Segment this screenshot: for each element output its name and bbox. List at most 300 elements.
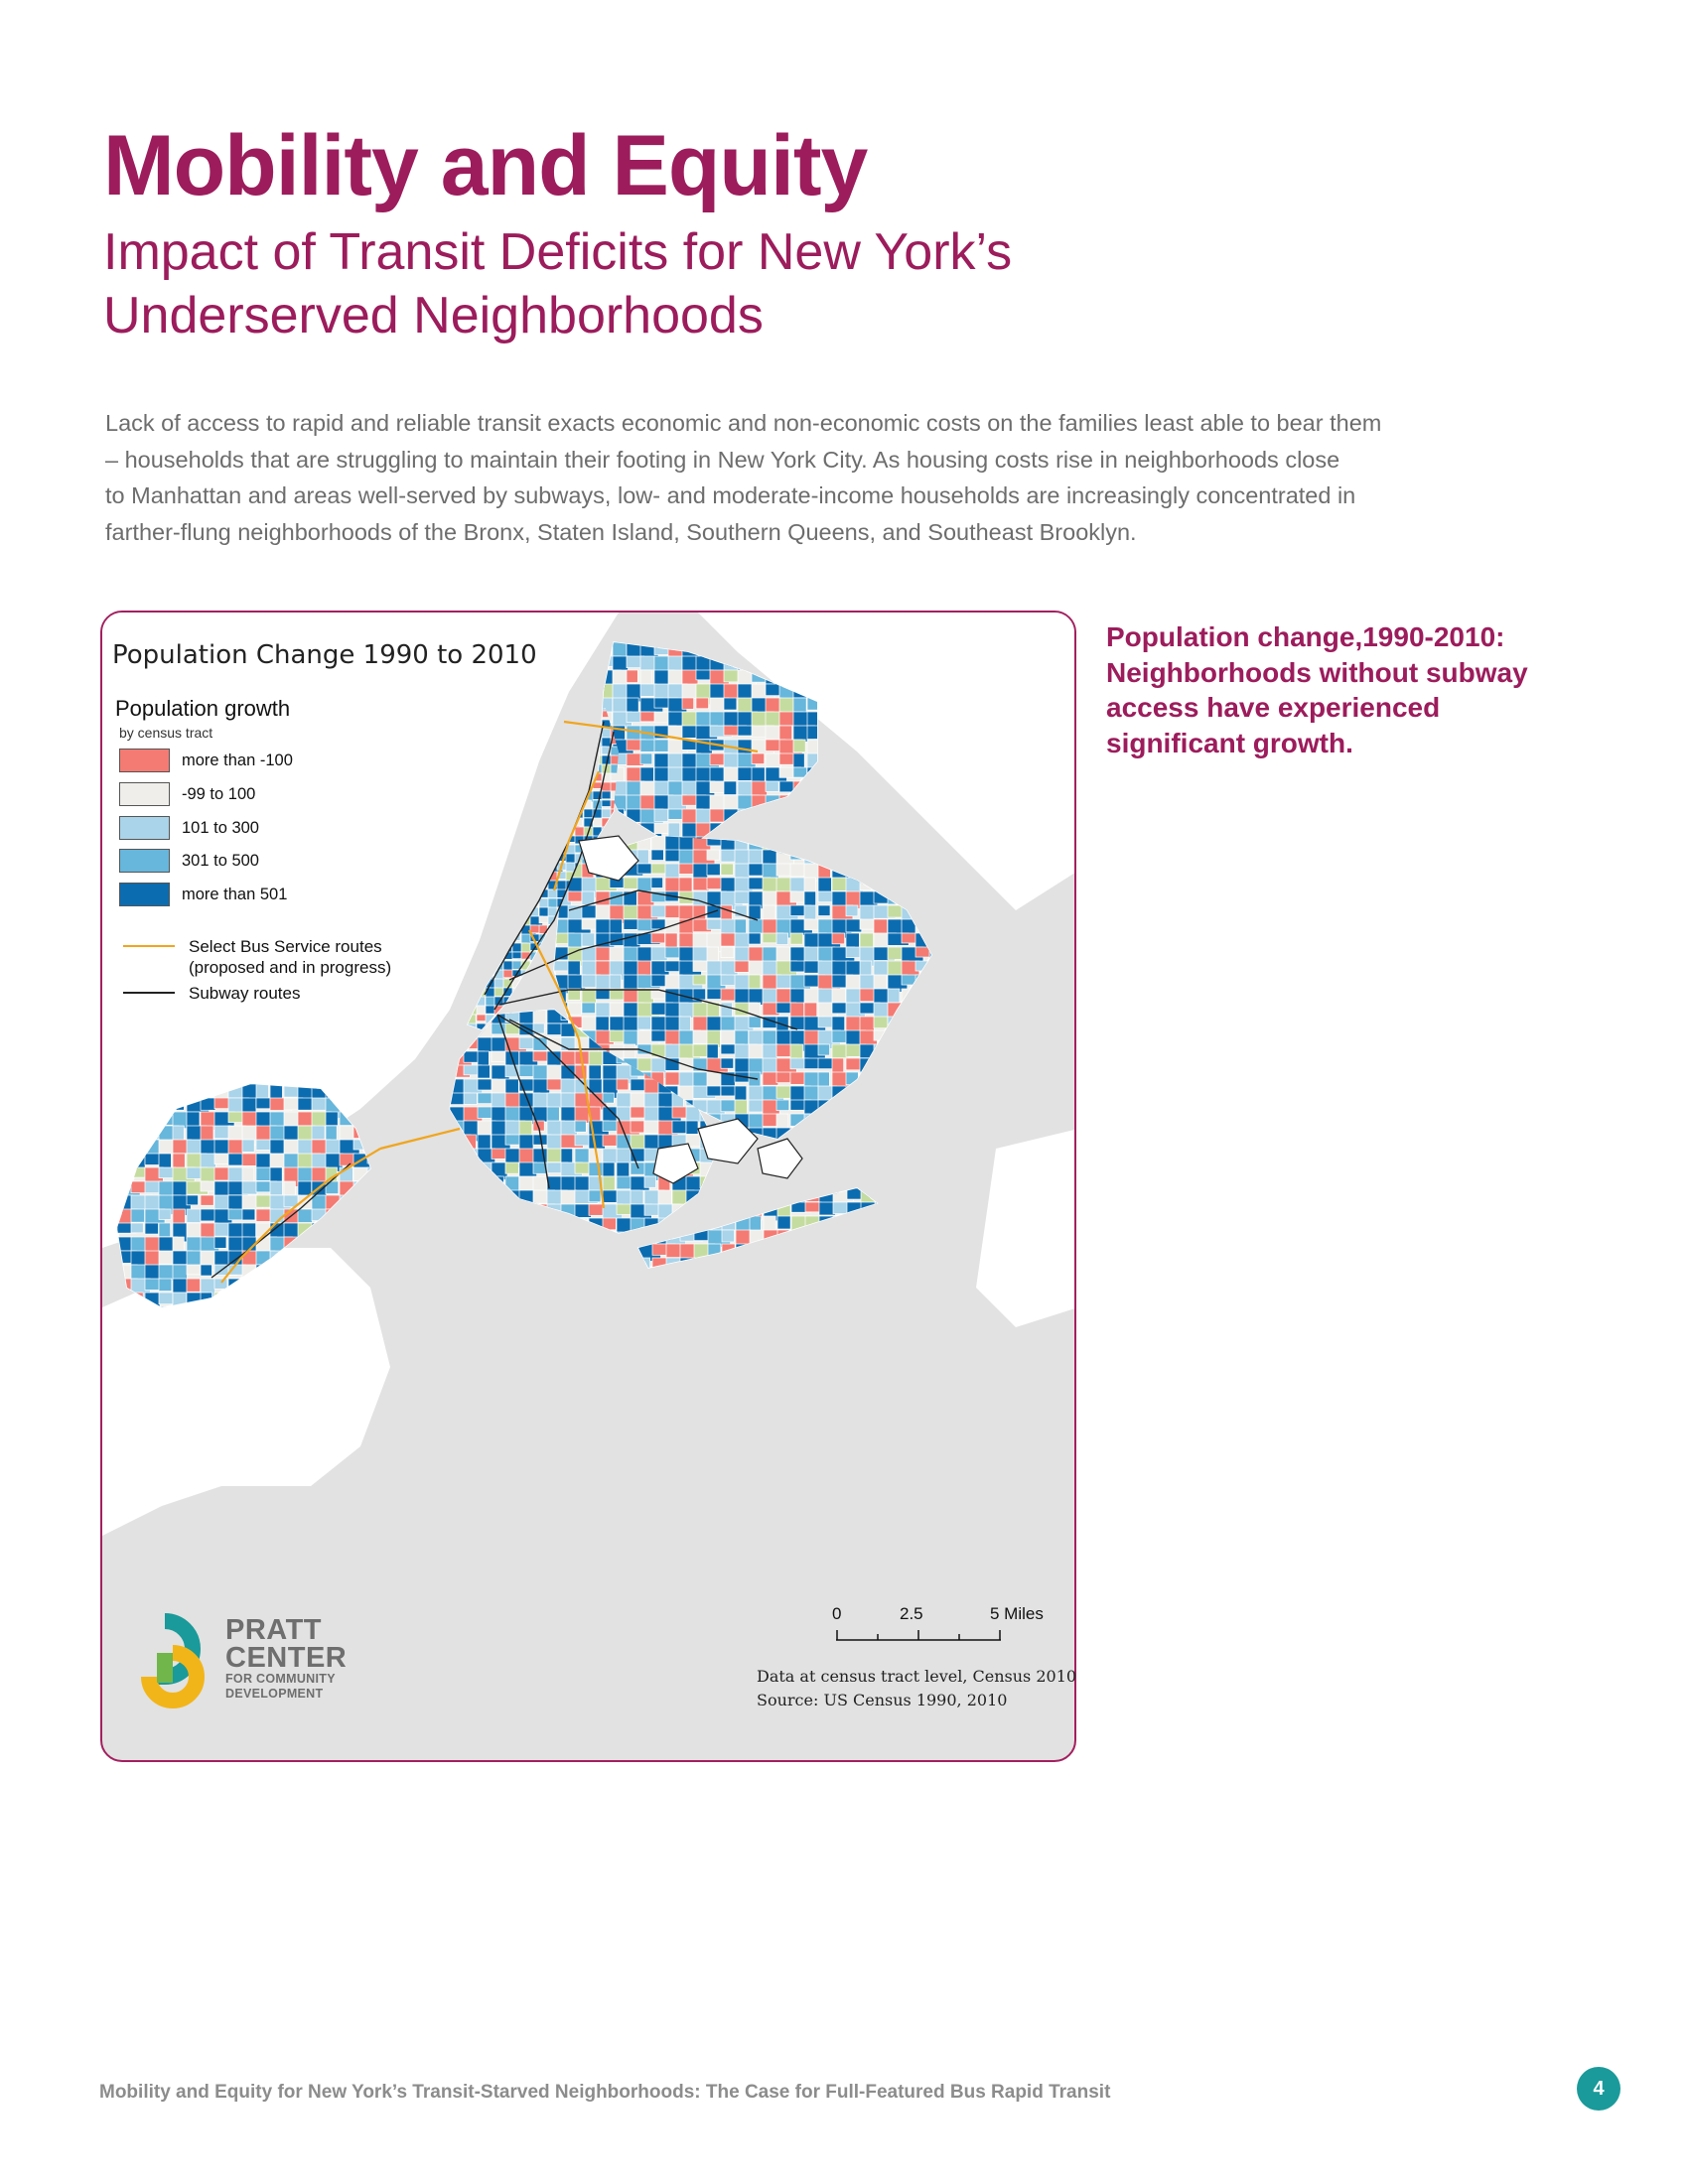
scale-label: 2.5 — [900, 1604, 923, 1623]
census-tract — [566, 747, 575, 755]
census-tract — [776, 836, 797, 846]
census-tract — [819, 1230, 840, 1243]
census-tract — [539, 836, 548, 845]
callout-line: Population change,1990-2010: — [1106, 621, 1505, 652]
census-tract — [539, 764, 551, 777]
census-tract — [530, 836, 543, 846]
census-tract — [805, 1188, 821, 1201]
census-tract — [818, 1044, 830, 1055]
census-tract — [521, 854, 531, 864]
census-tract — [340, 1223, 355, 1241]
callout-line: Neighborhoods without subway — [1106, 656, 1528, 688]
census-tract — [159, 1209, 171, 1219]
census-tract — [832, 1086, 852, 1103]
legend-item — [119, 816, 259, 840]
census-tract — [860, 850, 879, 867]
census-tract — [846, 919, 862, 932]
census-tract — [860, 878, 872, 890]
census-tract — [477, 961, 485, 969]
census-tract — [819, 1216, 839, 1228]
census-tract — [735, 836, 748, 851]
census-tract — [610, 1030, 625, 1042]
census-tract — [700, 1190, 716, 1202]
census-tract — [736, 1202, 748, 1212]
census-tract — [777, 1258, 793, 1277]
intro-line: Lack of access to rapid and reliable transit exacts economic and non-economic costs on the families least able to bear them — [105, 410, 1382, 436]
census-tract — [557, 800, 572, 808]
census-tract — [708, 1202, 727, 1214]
census-tract — [651, 850, 663, 861]
logo-line: FOR COMMUNITY — [225, 1672, 336, 1686]
census-tract — [793, 837, 813, 855]
census-tract — [603, 1232, 617, 1246]
census-tract — [533, 1232, 552, 1249]
census-tract — [679, 864, 695, 874]
census-tract — [521, 818, 533, 826]
census-tract — [686, 1218, 702, 1229]
census-tract — [807, 809, 829, 820]
census-tract — [494, 907, 508, 917]
census-tract — [902, 891, 921, 907]
census-tract — [832, 1128, 856, 1142]
census-tract — [548, 738, 557, 747]
census-tract — [915, 850, 938, 863]
census-tract — [492, 1232, 510, 1245]
census-tract — [584, 702, 599, 709]
census-tract — [340, 1237, 356, 1252]
census-tract — [173, 1279, 187, 1293]
census-tract — [929, 1030, 942, 1041]
census-tract — [492, 1218, 508, 1236]
census-tract — [505, 1232, 528, 1246]
census-tract — [575, 782, 588, 794]
legend-route-label — [189, 936, 391, 978]
census-tract — [640, 781, 656, 796]
census-tract — [861, 1230, 874, 1245]
census-tract — [521, 898, 531, 909]
census-tract — [637, 836, 650, 850]
census-tract — [486, 952, 493, 963]
census-tract — [521, 907, 530, 916]
census-tract — [847, 1230, 861, 1244]
census-tract — [736, 1244, 751, 1261]
census-tract — [654, 809, 668, 822]
callout-text — [1106, 619, 1573, 760]
census-tract — [714, 1162, 735, 1180]
census-tract — [561, 1232, 578, 1242]
census-tract — [902, 850, 918, 866]
census-tract — [915, 905, 934, 925]
census-tract — [637, 1017, 650, 1029]
census-tract — [617, 1093, 632, 1109]
census-tract — [888, 1086, 910, 1106]
census-tract — [888, 1017, 911, 1033]
census-tract — [874, 1044, 897, 1057]
census-tract — [298, 1167, 314, 1183]
census-tract — [860, 1114, 875, 1125]
census-tract — [575, 1162, 591, 1173]
census-tract — [915, 1114, 933, 1124]
census-tract — [915, 919, 933, 935]
census-tract — [610, 919, 622, 934]
census-tract — [902, 878, 913, 896]
census-tract — [353, 1251, 368, 1271]
census-tract — [575, 773, 586, 780]
census-tract — [242, 1181, 257, 1194]
census-tract — [505, 1204, 520, 1220]
legend-item — [119, 749, 293, 772]
census-tract — [557, 791, 571, 798]
census-tract — [477, 970, 491, 983]
census-tract — [624, 905, 639, 919]
census-tract — [764, 1258, 777, 1270]
census-tract — [777, 1216, 790, 1229]
census-tract — [173, 1126, 184, 1141]
page-subtitle — [103, 220, 1196, 347]
census-tract — [173, 1237, 184, 1252]
census-tract — [450, 1162, 463, 1173]
census-tract — [902, 1044, 914, 1065]
census-tract — [584, 711, 599, 718]
census-tract — [548, 747, 562, 758]
logo-line: CENTER — [225, 1642, 348, 1674]
legend-label: more than -100 — [182, 751, 293, 769]
census-tract — [807, 781, 829, 794]
census-tract — [584, 764, 593, 774]
census-tract — [929, 1114, 948, 1130]
census-tract — [708, 1258, 720, 1274]
census-tract — [477, 943, 485, 954]
census-tract — [722, 1258, 742, 1277]
census-tract — [566, 738, 575, 746]
legend-swatch — [119, 883, 170, 906]
census-tract — [530, 827, 542, 834]
legend-route-label-1: Select Bus Service routes — [189, 937, 382, 956]
census-tract — [492, 1176, 503, 1196]
census-tract — [640, 656, 655, 670]
census-tract — [666, 1216, 688, 1232]
census-tract — [888, 850, 910, 866]
census-tract — [672, 1204, 691, 1220]
scale-label: 5 Miles — [990, 1604, 1044, 1623]
census-tract — [494, 943, 503, 955]
census-tract — [888, 1072, 901, 1086]
census-tract — [790, 1114, 814, 1126]
census-tract — [521, 836, 532, 843]
census-tract — [530, 854, 542, 866]
census-tract — [818, 1072, 829, 1088]
census-tract — [696, 698, 709, 709]
census-tract — [603, 1149, 618, 1163]
census-tract — [631, 1190, 643, 1206]
census-tract — [875, 1216, 897, 1227]
census-tract — [708, 1188, 723, 1205]
census-tract — [764, 1216, 775, 1231]
census-tract — [714, 1204, 736, 1221]
census-tract — [874, 1100, 886, 1117]
census-tract — [468, 970, 475, 981]
census-tract — [505, 1093, 520, 1109]
census-tract — [735, 919, 747, 934]
census-tract — [874, 864, 889, 882]
census-tract — [915, 1058, 931, 1077]
census-tract — [477, 1015, 487, 1022]
census-tract — [568, 891, 582, 901]
census-tract — [450, 1149, 467, 1159]
census-tract — [888, 891, 903, 904]
census-tract — [450, 1010, 464, 1026]
census-tract — [512, 898, 524, 909]
census-tract — [521, 889, 530, 896]
census-tract — [750, 1188, 764, 1209]
census-tract — [530, 809, 539, 817]
census-tract — [548, 836, 562, 845]
census-tract — [557, 782, 570, 795]
credit-line: Data at census tract level, Census 2010 — [757, 1667, 1077, 1686]
census-tract — [915, 878, 939, 895]
census-tract — [832, 850, 852, 865]
census-tract — [486, 916, 496, 929]
census-tract — [721, 864, 734, 875]
census-tract — [929, 975, 945, 986]
census-tract — [450, 1024, 466, 1033]
census-tract — [589, 1051, 603, 1066]
census-tract — [693, 975, 706, 985]
census-tract — [888, 864, 906, 874]
census-tract — [846, 1100, 859, 1114]
census-tract — [521, 979, 535, 992]
census-tract — [805, 1230, 825, 1246]
census-tract — [539, 997, 547, 1006]
census-tract — [584, 755, 596, 766]
census-tract — [617, 1232, 632, 1252]
census-tract — [548, 845, 556, 854]
census-tract — [582, 933, 595, 946]
census-tract — [256, 1098, 270, 1109]
census-tract — [832, 1114, 844, 1134]
census-tract — [658, 1218, 676, 1233]
census-tract — [539, 773, 547, 786]
census-tract — [724, 823, 736, 836]
census-tract — [617, 1079, 629, 1090]
census-tract — [575, 729, 584, 736]
census-tract — [450, 1190, 464, 1206]
census-tract — [749, 850, 762, 864]
census-tract — [654, 656, 669, 672]
census-tract — [548, 997, 561, 1007]
census-tract — [566, 729, 581, 737]
census-tract — [846, 836, 858, 851]
census-tract — [721, 850, 736, 862]
census-tract — [929, 1058, 946, 1075]
census-tract — [929, 1086, 948, 1103]
census-tract — [464, 1218, 484, 1234]
census-tract — [776, 1100, 789, 1111]
census-tract — [582, 891, 595, 904]
census-tract — [548, 755, 559, 762]
census-tract — [367, 1098, 385, 1117]
census-tract — [539, 818, 549, 829]
census-tract — [603, 1176, 615, 1192]
census-tract — [818, 1114, 837, 1130]
pratt-center-logo-icon — [125, 1613, 224, 1712]
census-tract — [818, 878, 831, 892]
census-tract — [539, 755, 553, 767]
legend-item — [119, 883, 287, 906]
census-tract — [464, 1232, 483, 1250]
census-tract — [833, 1216, 850, 1229]
census-tract — [791, 1258, 812, 1274]
subtitle-line-2: Underserved Neighborhoods — [103, 287, 764, 344]
census-tract — [793, 823, 813, 838]
census-tract — [766, 781, 778, 791]
census-tract — [521, 863, 535, 876]
census-tract — [847, 1244, 867, 1260]
census-tract — [187, 1195, 199, 1205]
census-tract — [875, 1244, 893, 1265]
census-tract — [707, 850, 720, 860]
credit-line: Source: US Census 1990, 2010 — [757, 1691, 1008, 1709]
census-tract — [738, 698, 752, 713]
census-tract — [860, 1086, 878, 1097]
census-tract — [298, 1098, 313, 1110]
census-tract — [566, 773, 581, 783]
census-tract — [724, 698, 737, 710]
legend-item — [119, 782, 255, 806]
census-tract — [557, 755, 567, 766]
census-tract — [367, 1195, 381, 1210]
census-tract — [503, 881, 518, 889]
census-tract — [875, 1258, 896, 1277]
census-tract — [603, 1093, 614, 1103]
census-tract — [764, 1244, 776, 1260]
census-tract — [902, 1058, 924, 1070]
census-tract — [807, 795, 827, 811]
census-tract — [833, 1244, 853, 1261]
census-tract — [256, 1084, 269, 1100]
census-tract — [693, 1030, 707, 1043]
census-tract — [846, 905, 858, 916]
census-tract — [547, 1051, 563, 1066]
census-tract — [557, 809, 565, 822]
census-tract — [367, 1167, 382, 1177]
census-tract — [875, 1230, 895, 1240]
census-tract — [644, 1176, 655, 1187]
census-tract — [478, 1218, 497, 1239]
census-tract — [714, 1190, 735, 1208]
census-tract — [874, 1128, 897, 1145]
census-tract — [875, 1202, 891, 1221]
census-tract — [617, 1149, 633, 1164]
census-tract — [874, 1017, 888, 1028]
census-tract — [201, 1195, 213, 1205]
census-tract — [682, 823, 697, 839]
census-tract — [521, 988, 531, 999]
census-tract — [486, 961, 493, 968]
census-tract — [929, 891, 947, 904]
census-tract — [159, 1293, 173, 1304]
census-tract — [776, 864, 790, 876]
census-tract — [503, 925, 516, 934]
census-tract — [575, 747, 588, 758]
census-tract — [861, 1244, 880, 1264]
census-tract — [450, 1176, 467, 1189]
census-tract — [326, 1237, 345, 1247]
census-tract — [846, 1086, 860, 1100]
census-tract — [707, 864, 720, 876]
legend-title: Population growth — [115, 696, 291, 721]
subtitle-line-1: Impact of Transit Deficits for New York’s — [103, 223, 1013, 281]
census-tract — [707, 947, 719, 961]
census-tract — [340, 1126, 355, 1141]
census-tract — [929, 1128, 946, 1138]
census-tract — [763, 1072, 778, 1085]
census-tract — [584, 729, 597, 740]
census-tract — [860, 864, 876, 874]
census-tract — [464, 1176, 476, 1192]
census-tract — [539, 854, 551, 865]
census-tract — [846, 1128, 860, 1149]
census-tract — [575, 1218, 588, 1235]
census-tract — [736, 1258, 750, 1273]
census-tract — [557, 729, 564, 736]
sbs-route — [380, 1129, 460, 1149]
census-tract — [512, 988, 520, 997]
scale-ruler — [836, 1628, 1005, 1642]
census-tract — [749, 975, 761, 989]
census-tract — [575, 711, 588, 722]
census-tract — [584, 738, 598, 745]
census-tract — [749, 933, 761, 944]
census-tract — [874, 1072, 885, 1091]
census-tract — [312, 1223, 327, 1240]
census-tract — [665, 1044, 680, 1059]
census-tract — [367, 1237, 380, 1253]
sbs-line-swatch — [123, 945, 175, 947]
census-tract — [736, 1188, 756, 1205]
census-tract — [818, 836, 840, 847]
census-tract — [566, 791, 580, 802]
census-tract — [915, 1003, 936, 1019]
census-tract — [679, 919, 693, 935]
census-tract — [833, 1258, 849, 1278]
census-tract — [722, 1202, 740, 1219]
census-tract — [861, 1258, 880, 1272]
census-tract — [519, 1204, 532, 1219]
census-tract — [548, 791, 562, 802]
census-tract — [793, 781, 809, 796]
census-tract — [326, 1195, 341, 1210]
intro-paragraph — [105, 405, 1575, 550]
intro-line: – households that are struggling to maintain their footing in New York City. As housing costs rise in neighborhoods close — [105, 446, 1340, 473]
page-title: Mobility and Equity — [103, 118, 868, 213]
census-tract — [915, 864, 934, 880]
census-tract — [875, 1188, 888, 1198]
census-tract — [539, 782, 551, 794]
census-tract — [575, 1121, 586, 1132]
logo-line: DEVELOPMENT — [225, 1687, 324, 1701]
census-tract — [566, 809, 575, 821]
census-tract — [575, 764, 586, 774]
census-tract — [512, 881, 520, 890]
census-tract — [766, 809, 782, 828]
census-tract — [929, 933, 952, 944]
census-tract — [242, 1098, 256, 1112]
census-tract — [752, 781, 768, 795]
census-tract — [557, 818, 571, 826]
census-tract — [539, 863, 554, 874]
census-tract — [367, 1209, 382, 1229]
